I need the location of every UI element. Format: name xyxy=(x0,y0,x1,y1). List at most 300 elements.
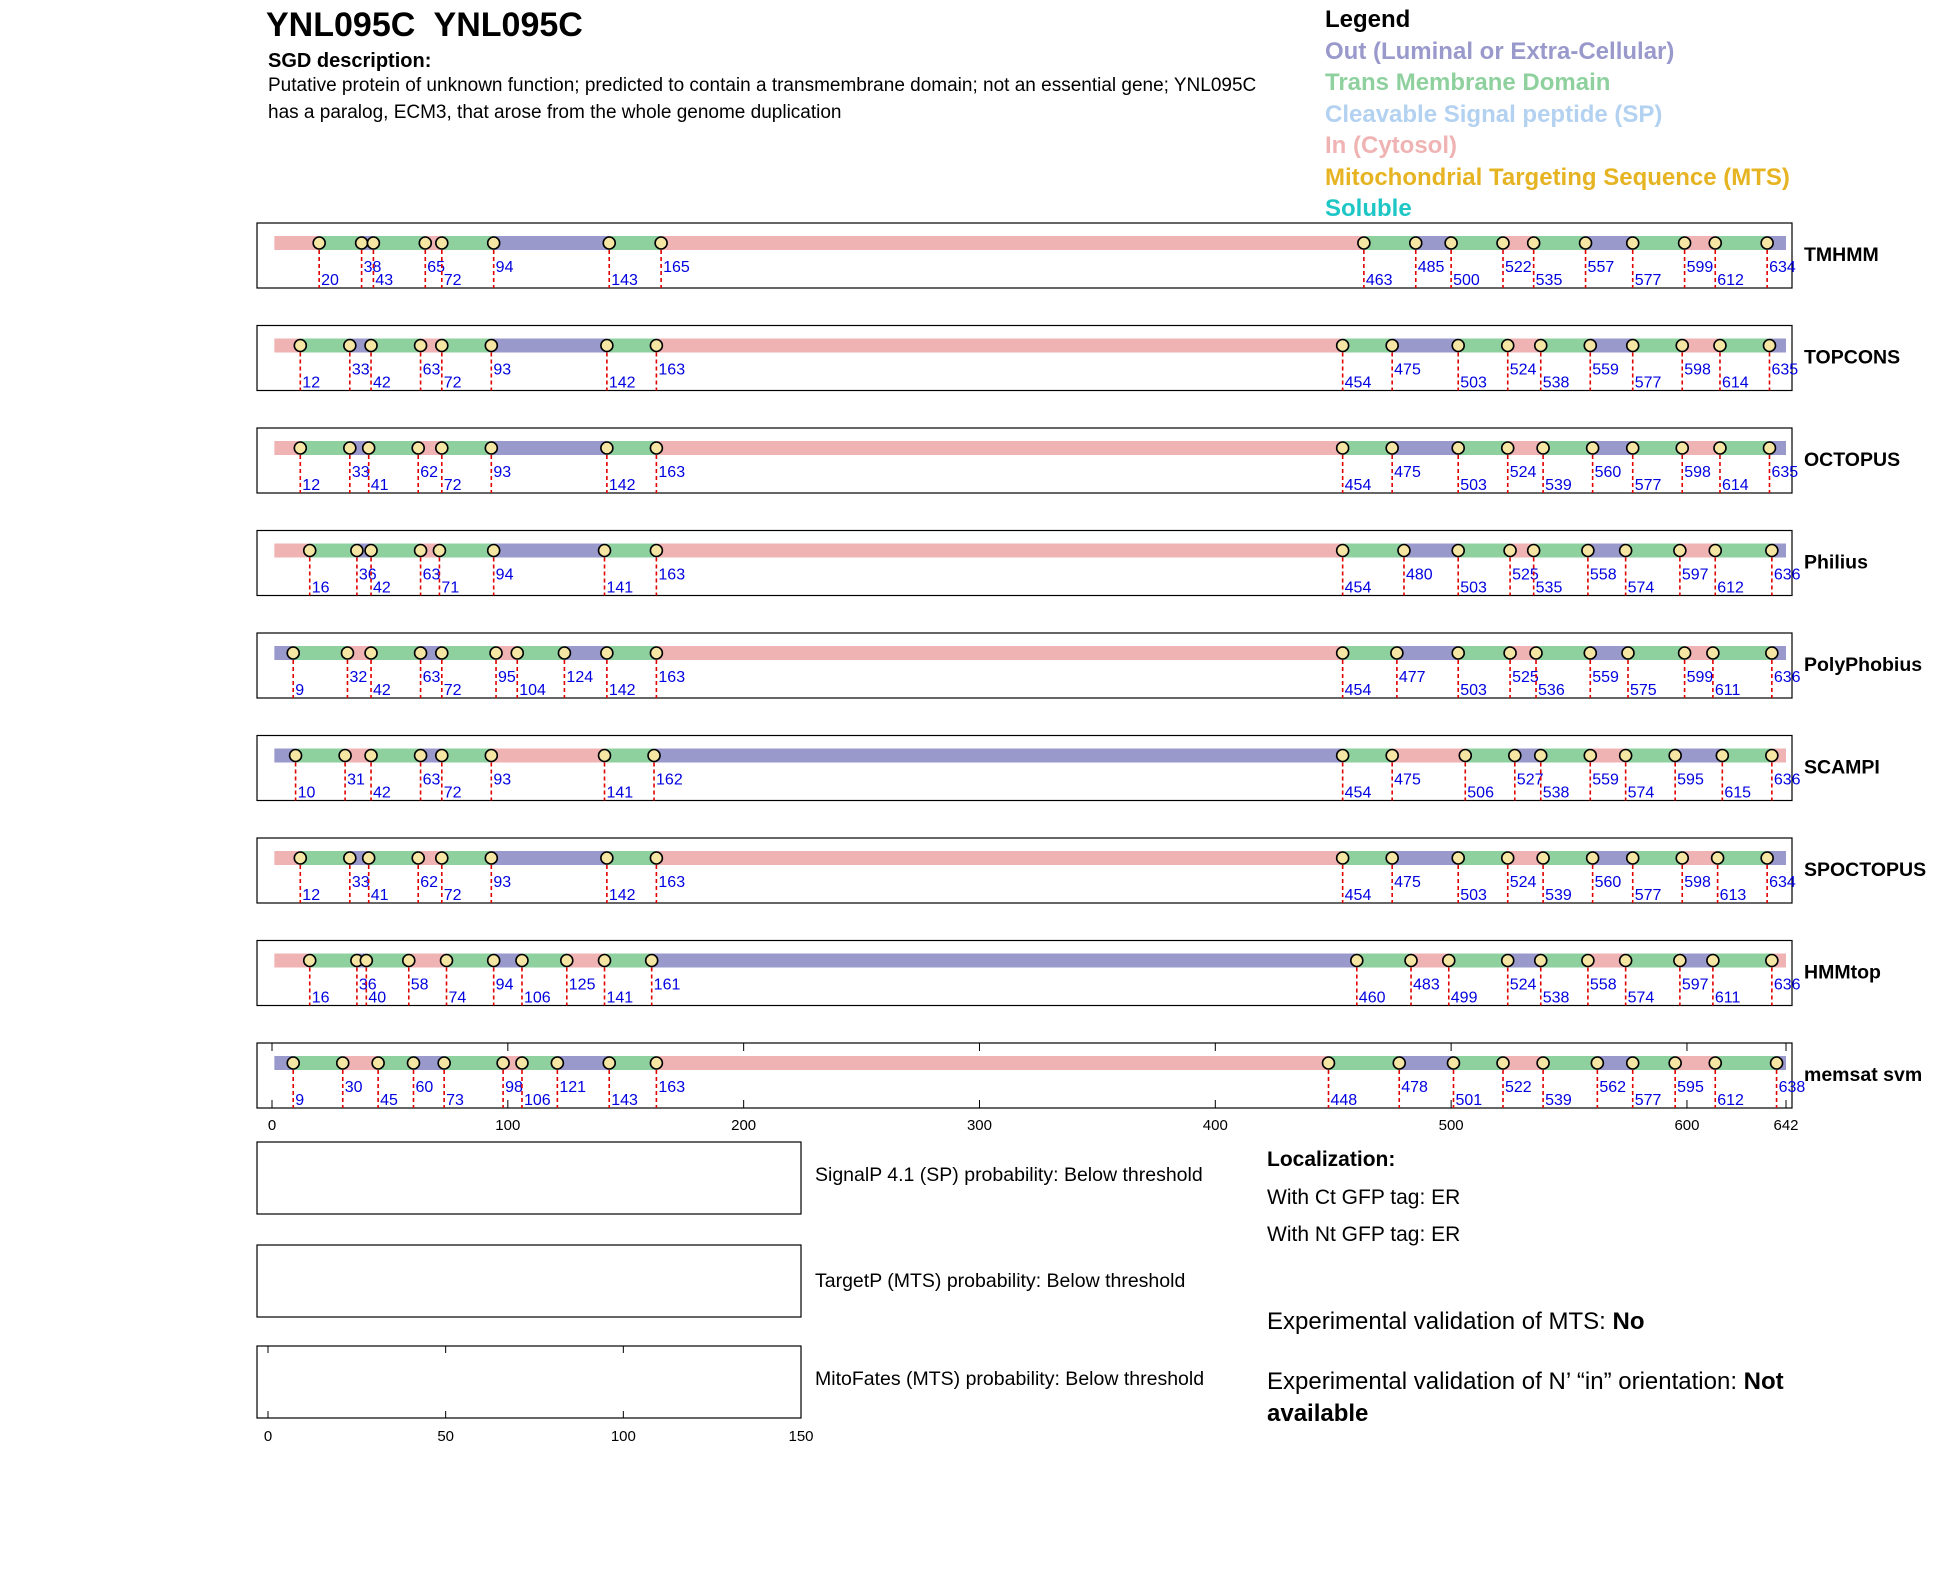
segment-tm xyxy=(310,544,357,558)
segment-tm xyxy=(1715,1056,1776,1070)
boundary-label: 613 xyxy=(1719,887,1747,904)
boundary-label: 560 xyxy=(1594,464,1622,481)
boundary-marker xyxy=(1447,1057,1459,1069)
segment-tm xyxy=(1451,236,1503,250)
boundary-marker xyxy=(1587,442,1599,454)
boundary-marker xyxy=(1584,340,1596,352)
segment-tm xyxy=(371,646,421,660)
boundary-label: 503 xyxy=(1460,887,1487,904)
segment-tm xyxy=(373,236,425,250)
boundary-marker xyxy=(1443,955,1455,967)
boundary-marker xyxy=(294,852,306,864)
boundary-label: 574 xyxy=(1627,989,1655,1007)
boundary-label: 94 xyxy=(495,259,514,276)
boundary-marker xyxy=(1497,237,1509,249)
boundary-marker xyxy=(1386,750,1398,762)
boundary-label: 12 xyxy=(302,374,321,392)
boundary-label: 634 xyxy=(1769,259,1796,276)
boundary-label: 36 xyxy=(358,566,377,584)
predictor-name: memsat svm xyxy=(1804,1064,1923,1086)
segment-tm xyxy=(1458,441,1508,455)
boundary-label: 636 xyxy=(1773,669,1801,686)
boundary-label: 485 xyxy=(1417,259,1445,276)
boundary-marker xyxy=(1709,1057,1721,1069)
segment-out xyxy=(1399,1056,1453,1070)
boundary-marker xyxy=(1502,852,1514,864)
boundary-marker xyxy=(1452,340,1464,352)
boundary-marker xyxy=(1393,1057,1405,1069)
segment-tm xyxy=(371,749,421,763)
boundary-label: 12 xyxy=(302,887,321,904)
experimental-mts-value: No xyxy=(1612,1308,1645,1335)
boundary-label: 106 xyxy=(523,1092,551,1109)
boundary-label: 597 xyxy=(1681,976,1709,994)
boundary-label: 535 xyxy=(1535,272,1563,289)
boundary-marker xyxy=(1674,955,1686,967)
boundary-marker xyxy=(601,340,613,352)
targetp-box xyxy=(257,1245,801,1317)
boundary-label: 142 xyxy=(608,477,636,494)
boundary-marker xyxy=(601,647,613,659)
segment-tm xyxy=(1458,851,1508,865)
segment-tm xyxy=(609,1056,656,1070)
segment-tm xyxy=(1465,749,1515,763)
predictor-name: TMHMM xyxy=(1804,244,1879,266)
boundary-marker xyxy=(1620,955,1632,967)
experimental-n-in-value: Not available xyxy=(1267,1368,1784,1427)
boundary-marker xyxy=(1391,647,1403,659)
segment-tm xyxy=(310,954,357,968)
boundary-marker xyxy=(1766,545,1778,557)
boundary-marker xyxy=(1763,442,1775,454)
segment-tm xyxy=(1343,339,1393,353)
x-tick-label: 100 xyxy=(495,1117,521,1134)
boundary-label: 124 xyxy=(566,669,594,686)
boundary-label: 30 xyxy=(344,1079,363,1096)
boundary-marker xyxy=(412,852,424,864)
boundary-label: 538 xyxy=(1542,784,1570,802)
boundary-marker xyxy=(1627,442,1639,454)
boundary-marker xyxy=(650,545,662,557)
segment-tm xyxy=(517,646,564,660)
localization-nt-gfp: With Nt GFP tag: ER xyxy=(1267,1223,1461,1246)
boundary-marker xyxy=(436,852,448,864)
boundary-marker xyxy=(1627,1057,1639,1069)
boundary-marker xyxy=(1669,750,1681,762)
boundary-marker xyxy=(488,545,500,557)
boundary-label: 93 xyxy=(493,771,512,789)
segment-tm xyxy=(1722,749,1772,763)
boundary-label: 163 xyxy=(658,1079,686,1096)
boundary-marker xyxy=(485,852,497,864)
boundary-marker xyxy=(1322,1057,1334,1069)
boundary-label: 612 xyxy=(1717,272,1744,289)
segment-out xyxy=(494,236,610,250)
boundary-marker xyxy=(1452,545,1464,557)
segment-tm xyxy=(1364,236,1416,250)
boundary-marker xyxy=(1504,545,1516,557)
segment-tm xyxy=(1633,236,1685,250)
boundary-label: 499 xyxy=(1450,989,1478,1007)
boundary-label: 93 xyxy=(493,361,512,379)
boundary-label: 106 xyxy=(523,989,551,1007)
segment-out xyxy=(491,851,607,865)
boundary-marker xyxy=(339,750,351,762)
segment-out xyxy=(654,749,1343,763)
segment-in xyxy=(1392,749,1465,763)
boundary-label: 93 xyxy=(493,874,512,891)
segment-tm xyxy=(1343,749,1393,763)
segment-out xyxy=(652,954,1357,968)
boundary-marker xyxy=(1535,750,1547,762)
boundary-label: 454 xyxy=(1344,579,1372,597)
localization-ct-gfp: With Ct GFP tag: ER xyxy=(1267,1186,1461,1209)
boundary-marker xyxy=(1535,955,1547,967)
boundary-label: 612 xyxy=(1717,579,1744,597)
segment-tm xyxy=(1536,646,1590,660)
boundary-label: 104 xyxy=(519,682,546,699)
boundary-label: 42 xyxy=(373,374,391,392)
boundary-label: 73 xyxy=(446,1092,464,1109)
boundary-label: 161 xyxy=(653,976,681,994)
boundary-marker xyxy=(363,852,375,864)
segment-tm xyxy=(293,646,347,660)
boundary-label: 611 xyxy=(1714,682,1741,699)
segment-out xyxy=(1392,339,1458,353)
boundary-marker xyxy=(341,647,353,659)
segment-tm xyxy=(1628,646,1685,660)
legend-item-tm: Trans Membrane Domain xyxy=(1325,69,1611,96)
boundary-label: 58 xyxy=(410,976,429,994)
segment-tm xyxy=(607,646,657,660)
segment-out xyxy=(494,544,605,558)
boundary-marker xyxy=(1502,340,1514,352)
boundary-marker xyxy=(1582,545,1594,557)
segment-in xyxy=(656,441,1342,455)
boundary-marker xyxy=(1535,340,1547,352)
boundary-marker xyxy=(1337,340,1349,352)
boundary-marker xyxy=(516,1057,528,1069)
legend-item-soluble: Soluble xyxy=(1325,195,1412,222)
boundary-marker xyxy=(419,237,431,249)
experimental-mts xyxy=(1267,1306,1857,1338)
boundary-label: 141 xyxy=(606,784,634,802)
experimental-n-in xyxy=(1267,1366,1857,1430)
segment-tm xyxy=(607,851,657,865)
segment-tm xyxy=(1715,236,1767,250)
boundary-label: 98 xyxy=(505,1079,523,1096)
boundary-label: 16 xyxy=(311,989,330,1007)
segment-out xyxy=(1586,236,1633,250)
boundary-label: 33 xyxy=(351,874,370,891)
boundary-marker xyxy=(1337,545,1349,557)
boundary-marker xyxy=(436,750,448,762)
boundary-label: 558 xyxy=(1589,566,1617,584)
boundary-marker xyxy=(1771,1057,1783,1069)
boundary-marker xyxy=(1714,340,1726,352)
boundary-label: 558 xyxy=(1589,976,1617,994)
boundary-marker xyxy=(497,1057,509,1069)
boundary-label: 163 xyxy=(658,566,686,584)
targetp-label: TargetP (MTS) probability: Below threshold xyxy=(815,1270,1186,1292)
boundary-label: 597 xyxy=(1681,566,1709,584)
boundary-label: 577 xyxy=(1634,477,1662,494)
boundary-marker xyxy=(365,545,377,557)
legend-item-out: Out (Luminal or Extra-Cellular) xyxy=(1325,37,1675,65)
segment-tm xyxy=(300,339,350,353)
segment-tm xyxy=(1626,954,1680,968)
boundary-marker xyxy=(1709,237,1721,249)
segment-tm xyxy=(1541,749,1591,763)
segment-tm xyxy=(1357,954,1411,968)
boundary-marker xyxy=(1714,442,1726,454)
boundary-marker xyxy=(1707,647,1719,659)
boundary-label: 524 xyxy=(1509,464,1537,481)
boundary-marker xyxy=(287,1057,299,1069)
boundary-label: 454 xyxy=(1344,784,1372,802)
boundary-label: 480 xyxy=(1405,566,1433,584)
boundary-label: 501 xyxy=(1455,1092,1483,1109)
boundary-label: 142 xyxy=(608,887,636,904)
boundary-label: 506 xyxy=(1467,784,1494,802)
boundary-marker xyxy=(516,955,528,967)
segment-tm xyxy=(607,441,657,455)
segment-in xyxy=(656,851,1342,865)
boundary-label: 599 xyxy=(1686,669,1714,686)
boundary-label: 477 xyxy=(1398,669,1426,686)
predictor-name: SPOCTOPUS xyxy=(1804,859,1927,881)
boundary-label: 539 xyxy=(1545,1092,1572,1109)
boundary-label: 165 xyxy=(663,259,690,276)
boundary-marker xyxy=(436,647,448,659)
boundary-marker xyxy=(1452,442,1464,454)
boundary-label: 41 xyxy=(370,477,389,494)
segment-tm xyxy=(444,1056,503,1070)
segment-tm xyxy=(1626,749,1676,763)
boundary-label: 63 xyxy=(422,771,441,789)
boundary-label: 598 xyxy=(1684,464,1711,481)
boundary-marker xyxy=(365,340,377,352)
localization-title: Localization: xyxy=(1267,1148,1396,1171)
boundary-label: 42 xyxy=(373,784,391,802)
segment-tm xyxy=(1458,544,1510,558)
boundary-marker xyxy=(1622,647,1634,659)
x-tick-label: 400 xyxy=(1202,1117,1228,1134)
boundary-marker xyxy=(436,442,448,454)
boundary-marker xyxy=(1620,545,1632,557)
boundary-marker xyxy=(1707,955,1719,967)
segment-tm xyxy=(1449,954,1508,968)
boundary-marker xyxy=(1676,852,1688,864)
boundary-marker xyxy=(1580,237,1592,249)
boundary-label: 42 xyxy=(373,682,391,699)
boundary-label: 483 xyxy=(1413,976,1440,994)
boundary-label: 62 xyxy=(420,464,439,481)
boundary-marker xyxy=(1528,237,1540,249)
boundary-label: 94 xyxy=(495,566,514,584)
segment-tm xyxy=(1541,339,1591,353)
boundary-marker xyxy=(1386,442,1398,454)
mitofates-box xyxy=(257,1346,801,1418)
boundary-marker xyxy=(485,750,497,762)
segment-in xyxy=(656,544,1342,558)
segment-tm xyxy=(300,851,350,865)
boundary-marker xyxy=(1669,1057,1681,1069)
segment-tm xyxy=(1633,441,1683,455)
boundary-label: 121 xyxy=(559,1079,587,1096)
sgd-description-text: Putative protein of unknown function; predicted to contain a transmembrane domain; not an essential gene; YNL095C has a paralog, ECM3, that arose from the whole genome duplication xyxy=(268,75,1257,123)
boundary-marker xyxy=(433,545,445,557)
segment-tm xyxy=(442,851,492,865)
boundary-marker xyxy=(603,1057,615,1069)
experimental-mts-label: Experimental validation of MTS: xyxy=(1267,1308,1613,1335)
segment-tm xyxy=(1720,441,1770,455)
boundary-label: 638 xyxy=(1778,1079,1806,1096)
boundary-label: 33 xyxy=(351,361,370,379)
boundary-label: 575 xyxy=(1629,682,1657,699)
x-tick-label: 642 xyxy=(1773,1117,1799,1134)
boundary-marker xyxy=(415,340,427,352)
segment-tm xyxy=(1343,441,1393,455)
boundary-marker xyxy=(407,1057,419,1069)
boundary-marker xyxy=(412,442,424,454)
segment-in xyxy=(661,236,1364,250)
boundary-marker xyxy=(287,647,299,659)
boundary-marker xyxy=(356,237,368,249)
x-tick-label: 0 xyxy=(267,1117,277,1134)
boundary-marker xyxy=(646,955,658,967)
boundary-marker xyxy=(485,340,497,352)
boundary-label: 45 xyxy=(380,1092,398,1109)
segment-tm xyxy=(1534,544,1588,558)
segment-tm xyxy=(371,544,421,558)
segment-tm xyxy=(1541,954,1588,968)
legend-item-mts: Mitochondrial Targeting Sequence (MTS) xyxy=(1325,163,1790,191)
boundary-label: 559 xyxy=(1592,771,1619,789)
boundary-marker xyxy=(1709,545,1721,557)
boundary-marker xyxy=(1452,647,1464,659)
boundary-marker xyxy=(415,750,427,762)
predictor-name: OCTOPUS xyxy=(1804,449,1901,471)
segment-tm xyxy=(296,749,346,763)
segment-out xyxy=(557,1056,609,1070)
predictor-name: TOPCONS xyxy=(1804,346,1901,369)
boundary-label: 63 xyxy=(422,669,441,686)
segment-out xyxy=(491,339,607,353)
mitofates-tick-label: 0 xyxy=(263,1428,273,1445)
boundary-label: 95 xyxy=(498,669,516,686)
boundary-marker xyxy=(650,442,662,454)
boundary-marker xyxy=(1386,852,1398,864)
boundary-label: 163 xyxy=(658,464,686,481)
boundary-marker xyxy=(1591,1057,1603,1069)
boundary-marker xyxy=(363,442,375,454)
segment-tm xyxy=(442,441,492,455)
segment-in xyxy=(656,646,1342,660)
boundary-marker xyxy=(1337,647,1349,659)
boundary-label: 538 xyxy=(1542,374,1570,392)
boundary-marker xyxy=(1716,750,1728,762)
boundary-marker xyxy=(650,647,662,659)
boundary-label: 503 xyxy=(1460,374,1487,392)
boundary-label: 598 xyxy=(1684,361,1711,379)
boundary-label: 475 xyxy=(1394,464,1421,481)
boundary-marker xyxy=(1459,750,1471,762)
segment-in xyxy=(491,749,604,763)
boundary-label: 500 xyxy=(1453,272,1480,289)
segment-tm xyxy=(1343,646,1397,660)
boundary-label: 636 xyxy=(1773,976,1801,994)
predictor-name: HMMtop xyxy=(1804,961,1881,984)
boundary-label: 163 xyxy=(658,669,686,686)
boundary-marker xyxy=(1587,852,1599,864)
boundary-label: 42 xyxy=(373,579,391,597)
boundary-marker xyxy=(436,237,448,249)
boundary-label: 539 xyxy=(1545,887,1572,904)
boundary-label: 143 xyxy=(611,1092,638,1109)
segment-tm xyxy=(442,749,492,763)
segment-tm xyxy=(1633,339,1683,353)
segment-tm xyxy=(1458,339,1508,353)
boundary-label: 560 xyxy=(1594,874,1622,891)
boundary-label: 635 xyxy=(1771,361,1799,379)
boundary-marker xyxy=(511,647,523,659)
segment-out xyxy=(1397,646,1458,660)
boundary-marker xyxy=(441,955,453,967)
segment-tm xyxy=(442,646,496,660)
segment-tm xyxy=(1343,851,1393,865)
experimental-n-in-label: Experimental validation of N’ “in” orientation: xyxy=(1267,1368,1744,1395)
boundary-label: 595 xyxy=(1677,771,1704,789)
boundary-label: 65 xyxy=(427,259,446,276)
boundary-marker xyxy=(304,955,316,967)
boundary-label: 71 xyxy=(441,579,460,597)
boundary-label: 125 xyxy=(568,976,596,994)
boundary-label: 72 xyxy=(443,887,462,904)
boundary-label: 614 xyxy=(1721,477,1749,494)
sgd-description-label: SGD description: xyxy=(268,50,432,72)
segment-in xyxy=(656,339,1342,353)
legend-item-in: In (Cytosol) xyxy=(1325,132,1457,159)
boundary-label: 31 xyxy=(347,771,365,789)
boundary-label: 62 xyxy=(420,874,439,891)
boundary-label: 32 xyxy=(349,669,368,686)
boundary-label: 525 xyxy=(1512,669,1539,686)
boundary-marker xyxy=(415,545,427,557)
boundary-marker xyxy=(1766,647,1778,659)
boundary-marker xyxy=(1537,442,1549,454)
boundary-marker xyxy=(1337,750,1349,762)
segment-tm xyxy=(439,544,493,558)
boundary-label: 72 xyxy=(443,682,462,699)
boundary-marker xyxy=(648,750,660,762)
boundary-label: 611 xyxy=(1714,989,1741,1007)
boundary-marker xyxy=(1712,852,1724,864)
boundary-marker xyxy=(365,750,377,762)
boundary-label: 460 xyxy=(1358,989,1386,1007)
boundary-label: 16 xyxy=(311,579,330,597)
segment-out xyxy=(1392,851,1458,865)
boundary-marker xyxy=(1410,237,1422,249)
x-tick-label: 500 xyxy=(1438,1117,1464,1134)
boundary-marker xyxy=(1584,750,1596,762)
segment-tm xyxy=(1713,954,1772,968)
boundary-label: 63 xyxy=(422,361,441,379)
boundary-label: 12 xyxy=(302,477,321,494)
boundary-label: 524 xyxy=(1509,361,1537,379)
mitofates-label: MitoFates (MTS) probability: Below threshold xyxy=(815,1368,1205,1390)
boundary-label: 463 xyxy=(1365,272,1393,289)
